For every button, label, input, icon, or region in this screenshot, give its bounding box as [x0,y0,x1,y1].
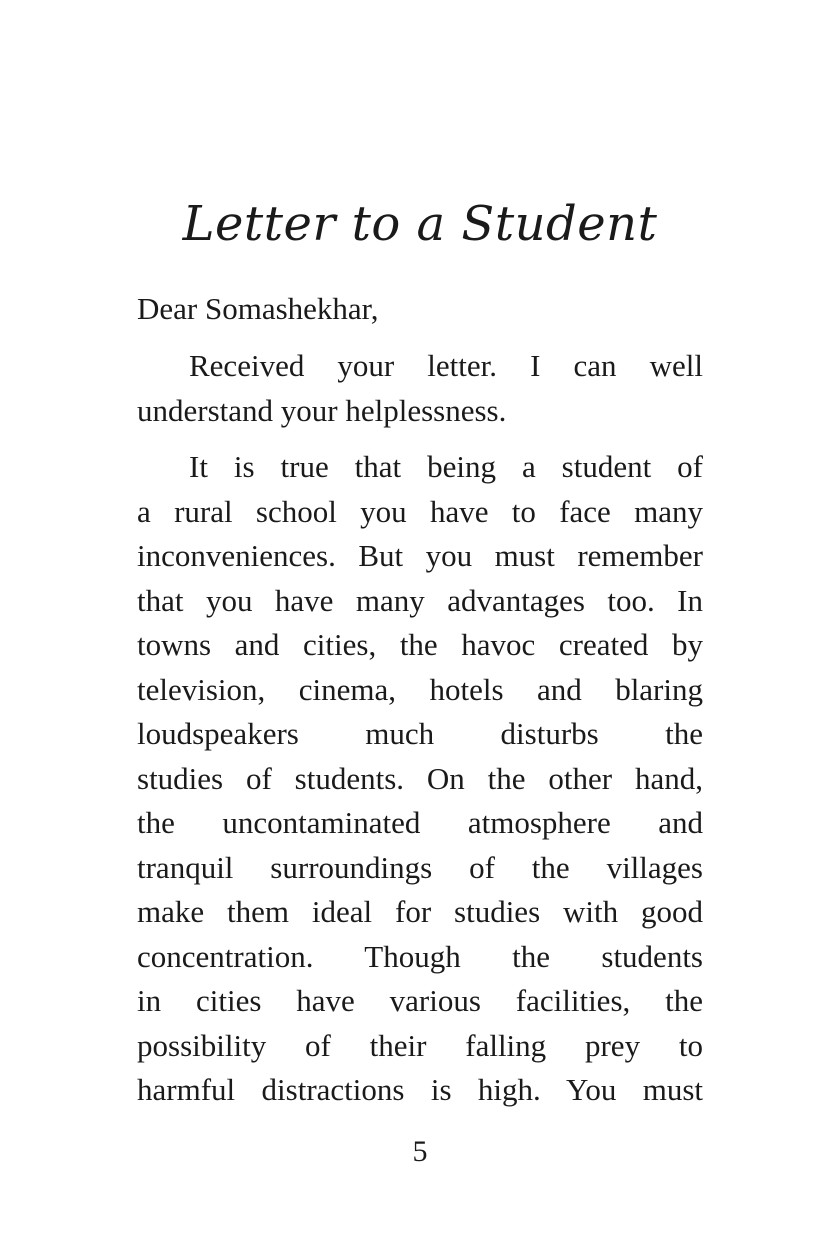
chapter-title: Letter to a Student [182,196,658,252]
text-line: concentration. Though the students [137,938,703,974]
paragraph-1 [137,344,703,433]
text-line: harmful distractions is high. You must [137,1072,703,1107]
text-line: towns and cities, the havoc created by [137,627,703,662]
text-line: make them ideal for studies with good [137,894,703,929]
text-line: It is true that being a student of [189,449,703,484]
page-number: 5 [412,1135,428,1168]
text-line: television, cinema, hotels and blaring [137,671,703,707]
text-line: tranquil surroundings of the villages [137,849,703,885]
text-line: in cities have various facilities, the [137,983,703,1018]
text-line: loudspeakers much disturbs the [137,716,703,751]
text-line: possibility of their falling prey to [137,1027,703,1063]
text-line: a rural school you have to face many [137,493,703,529]
paragraph-2 [137,445,703,1113]
text-line: inconveniences. But you must remember [137,538,703,573]
text-line: understand your helplessness. [137,392,507,428]
salutation: Dear Somashekhar, [137,291,379,326]
text-line: Received your letter. I can well [189,348,703,383]
text-line: studies of students. On the other hand, [137,760,703,796]
text-line: that you have many advantages too. In [137,582,703,618]
letter-body [137,286,703,1125]
text-line: the uncontaminated atmosphere and [137,805,703,840]
